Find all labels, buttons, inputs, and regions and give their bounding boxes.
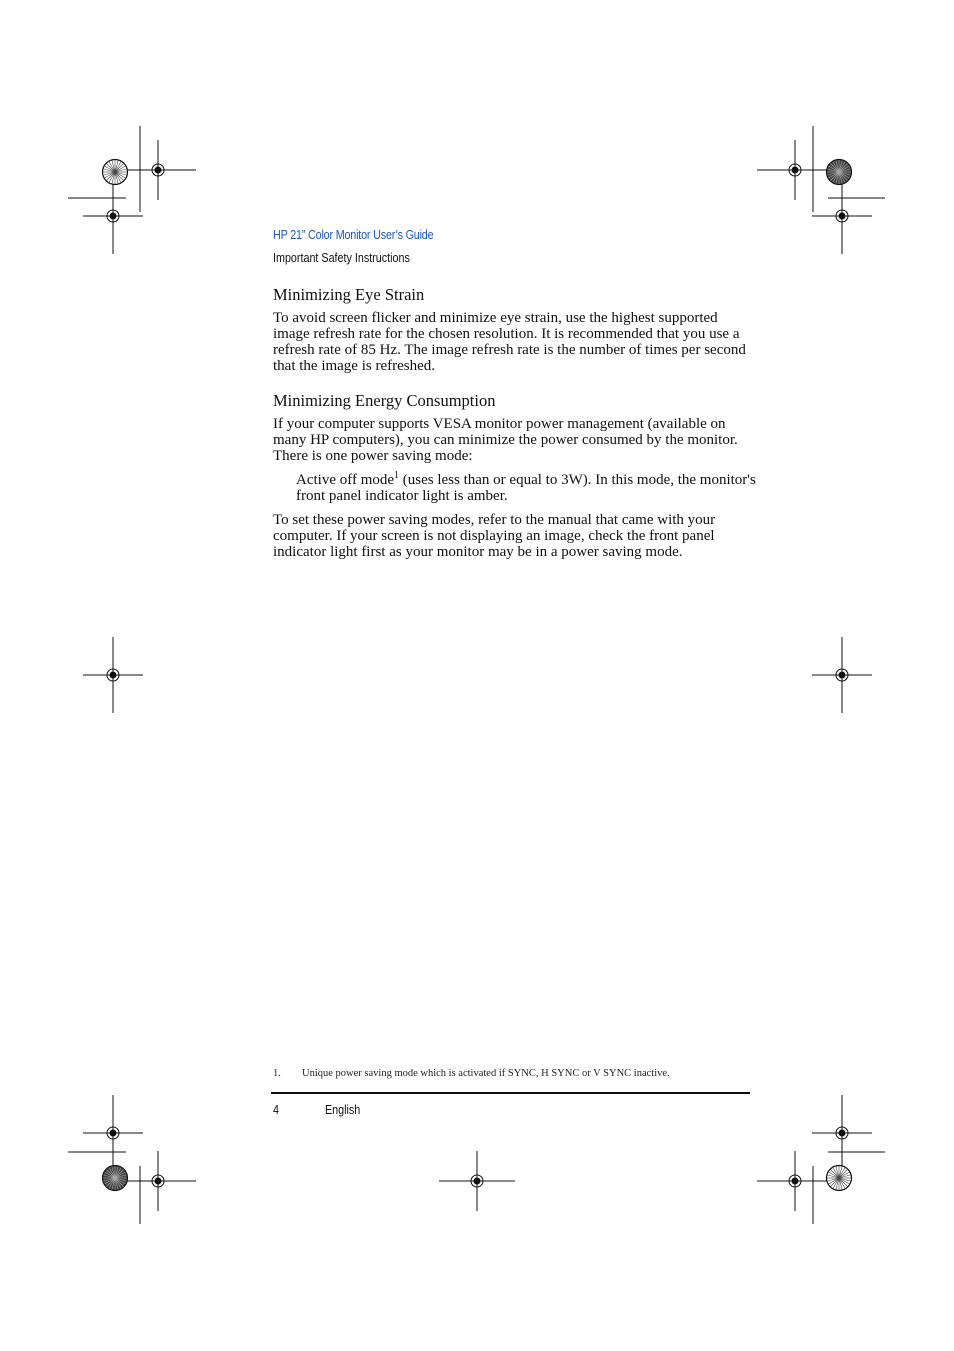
footnote-reference: 1 <box>394 470 400 481</box>
crosshair-dot <box>474 1178 480 1184</box>
footnote-number: 1. <box>273 1068 281 1079</box>
document-title: HP 21” Color Monitor User’s Guide <box>273 228 434 242</box>
crosshair-dot <box>110 213 116 219</box>
crosshair-dot <box>155 167 161 173</box>
page-language: English <box>325 1103 361 1117</box>
crosshair-dot <box>792 1178 798 1184</box>
footer-rule <box>271 1092 750 1094</box>
power-mode-description: (uses less than or equal to 3W). In this mode, the monitor's front panel indicator light is amber. <box>296 472 756 504</box>
power-mode-item <box>296 472 756 504</box>
heading-eye-strain: Minimizing Eye Strain <box>273 285 425 304</box>
heading-energy-consumption: Minimizing Energy Consumption <box>273 391 496 410</box>
paragraph-eye-strain: To avoid screen flicker and minimize eye strain, use the highest supported image refresh rate for the chosen resolution. It is recommended that you use a refresh rate of 85 Hz. The image refresh rate is the number of times per second that the image is refreshed. <box>273 310 746 374</box>
footnote-text: Unique power saving mode which is activated if SYNC, H SYNC or V SYNC inactive. <box>302 1068 670 1079</box>
crosshair-dot <box>839 213 845 219</box>
crosshair-dot <box>839 1130 845 1136</box>
footnote <box>273 1068 670 1079</box>
crosshair-dot <box>110 1130 116 1136</box>
section-title: Important Safety Instructions <box>273 251 410 265</box>
paragraph-energy-outro: To set these power saving modes, refer to the manual that came with your computer. If your screen is not displaying an image, check the front panel indicator light first as your monitor may be in a power saving mode. <box>273 512 716 560</box>
power-mode-name: Active off mode <box>296 472 395 488</box>
crosshair-dot <box>110 672 116 678</box>
crosshair-dot <box>155 1178 161 1184</box>
page-number: 4 <box>273 1103 279 1117</box>
crosshair-dot <box>839 672 845 678</box>
paragraph-energy-intro: If your computer supports VESA monitor power management (available on many HP computers), you can minimize the power consumed by the monitor. There is one power saving mode: <box>273 416 738 464</box>
crosshair-dot <box>792 167 798 173</box>
